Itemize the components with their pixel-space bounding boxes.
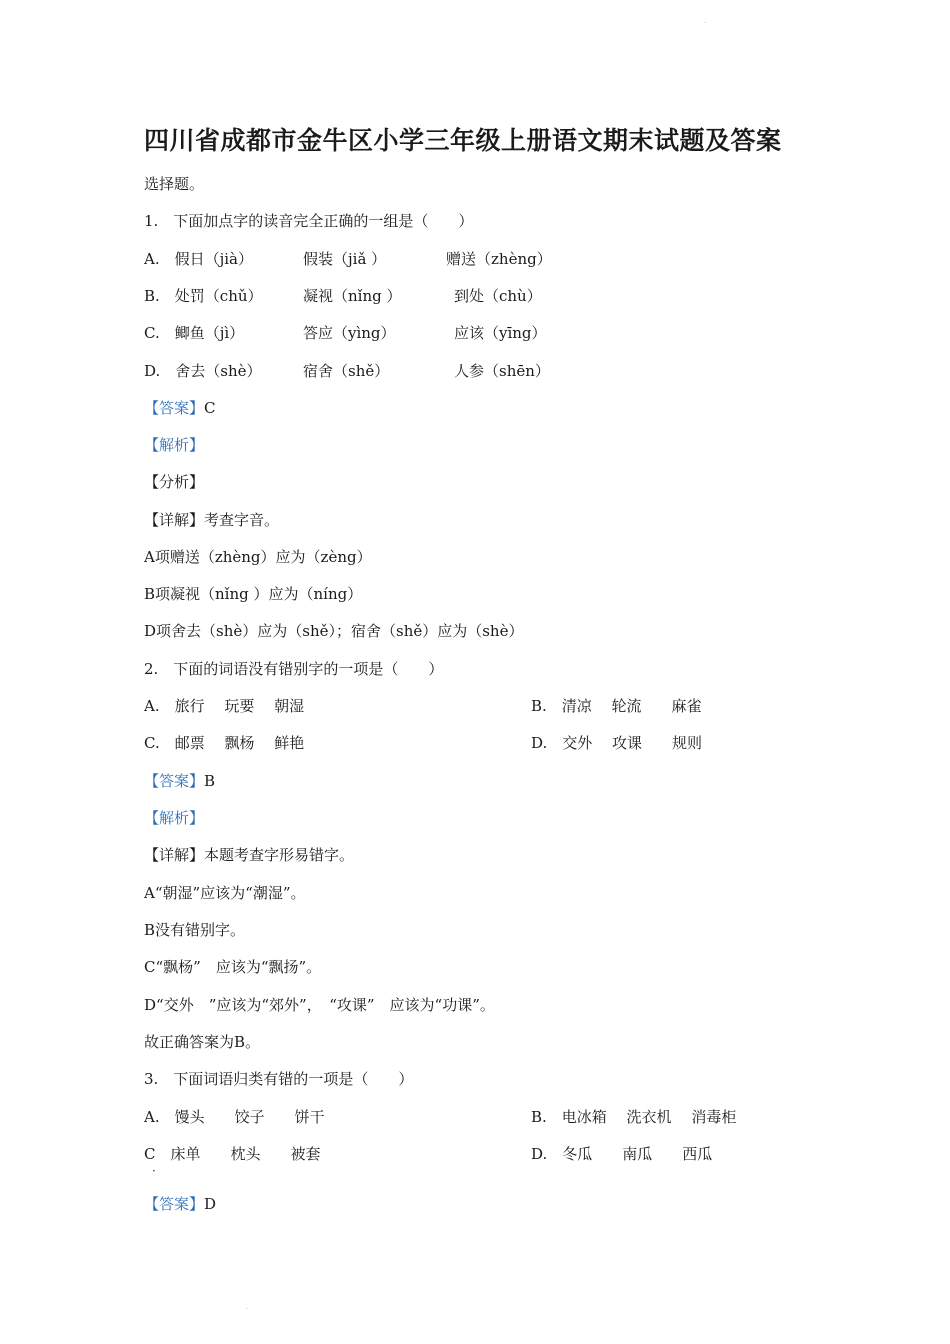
q1-stem: 1. 下面加点字的读音完全正确的一组是（ ）: [144, 212, 474, 230]
q2-answer: [144, 771, 215, 791]
q1-option-d2: 宿舍（shě）: [303, 362, 390, 380]
q2-note-c: C“飘杨” 应该为“飘扬”。: [144, 958, 322, 976]
q1-option-b2: 凝视（nǐng ）: [303, 287, 402, 305]
q1-detail-text: 考查字音。: [204, 511, 280, 529]
q3-option-a: A. 馒头 饺子 饼干: [144, 1108, 325, 1126]
q2-conclusion: 故正确答案为B。: [144, 1033, 261, 1051]
q2-option-b: B. 清凉 轮流 麻雀: [531, 697, 702, 715]
q1-option-a2: 假装（jiǎ ）: [303, 250, 387, 268]
q3-answer: [144, 1194, 216, 1214]
q2-detail: [144, 845, 354, 865]
q1-option-c2: 答应（yìng）: [303, 324, 396, 342]
q3-stem: 3. 下面词语归类有错的一项是（ ）: [144, 1070, 414, 1088]
q2-answer-value: B: [204, 772, 216, 790]
answer-label: 【答案】: [144, 1195, 205, 1213]
q1-answer-value: C: [204, 399, 216, 417]
q1-analysis-label: 【解析】: [144, 436, 205, 454]
q1-option-b1: B. 处罚（chǔ）: [144, 287, 263, 305]
emphasis-dot: ·: [152, 1164, 156, 1178]
q2-option-d: D. 交外 攻课 规则: [531, 734, 703, 752]
q1-option-a3: 赠送（zhèng）: [446, 250, 552, 268]
q2-note-b: B没有错别字。: [144, 921, 246, 939]
q2-option-a: A. 旅行 玩要 朝湿: [144, 697, 305, 715]
q1-option-c1: C. 鲫鱼（jì）: [144, 324, 245, 342]
q2-analysis-label: 【解析】: [144, 809, 205, 827]
detail-label: 【详解】: [144, 511, 205, 529]
q2-note-d: D“交外 ”应该为“郊外”， “攻课” 应该为“功课”。: [144, 996, 495, 1014]
q1-option-b3: 到处（chù）: [454, 287, 542, 305]
answer-label: 【答案】: [144, 399, 205, 417]
corner-mark-top: ·: [704, 20, 706, 27]
q3-option-d: D. 冬瓜 南瓜 西瓜: [531, 1145, 713, 1163]
answer-label: 【答案】: [144, 772, 205, 790]
q2-option-c: C. 邮票 飘杨 鲜艳: [144, 734, 305, 752]
q1-answer: [144, 398, 216, 418]
section-heading: 选择题。: [144, 175, 205, 193]
q2-stem: 2. 下面的词语没有错别字的一项是（ ）: [144, 660, 444, 678]
q1-detail: [144, 510, 279, 530]
q1-note-a: A项赠送（zhèng）应为（zèng）: [144, 548, 372, 566]
q1-option-a1: A. 假日（jià）: [144, 250, 253, 268]
q3-option-c: C 床单 枕头 被套: [144, 1145, 321, 1163]
q1-fenxi-label: 【分析】: [144, 473, 205, 491]
q1-note-b: B项凝视（nǐng ）应为（níng）: [144, 585, 363, 603]
q1-note-d: D项舍去（shè）应为（shě）；宿舍（shě）应为（shè）: [144, 622, 524, 640]
page-title: 四川省成都市金牛区小学三年级上册语文期末试题及答案: [144, 126, 782, 155]
detail-label: 【详解】: [144, 846, 205, 864]
q2-note-a: A“朝湿”应该为“潮湿”。: [144, 884, 306, 902]
q2-detail-text: 本题考查字形易错字。: [204, 846, 355, 864]
corner-mark-bottom: ·: [246, 1306, 248, 1313]
q1-option-d1: D. 舍去（shè）: [144, 362, 262, 380]
q1-option-d3: 人参（shēn）: [454, 362, 550, 380]
q1-option-c3: 应该（yīng）: [454, 324, 547, 342]
q3-option-b: B. 电冰箱 洗衣机 消毒柜: [531, 1108, 737, 1126]
q3-answer-value: D: [204, 1195, 217, 1213]
